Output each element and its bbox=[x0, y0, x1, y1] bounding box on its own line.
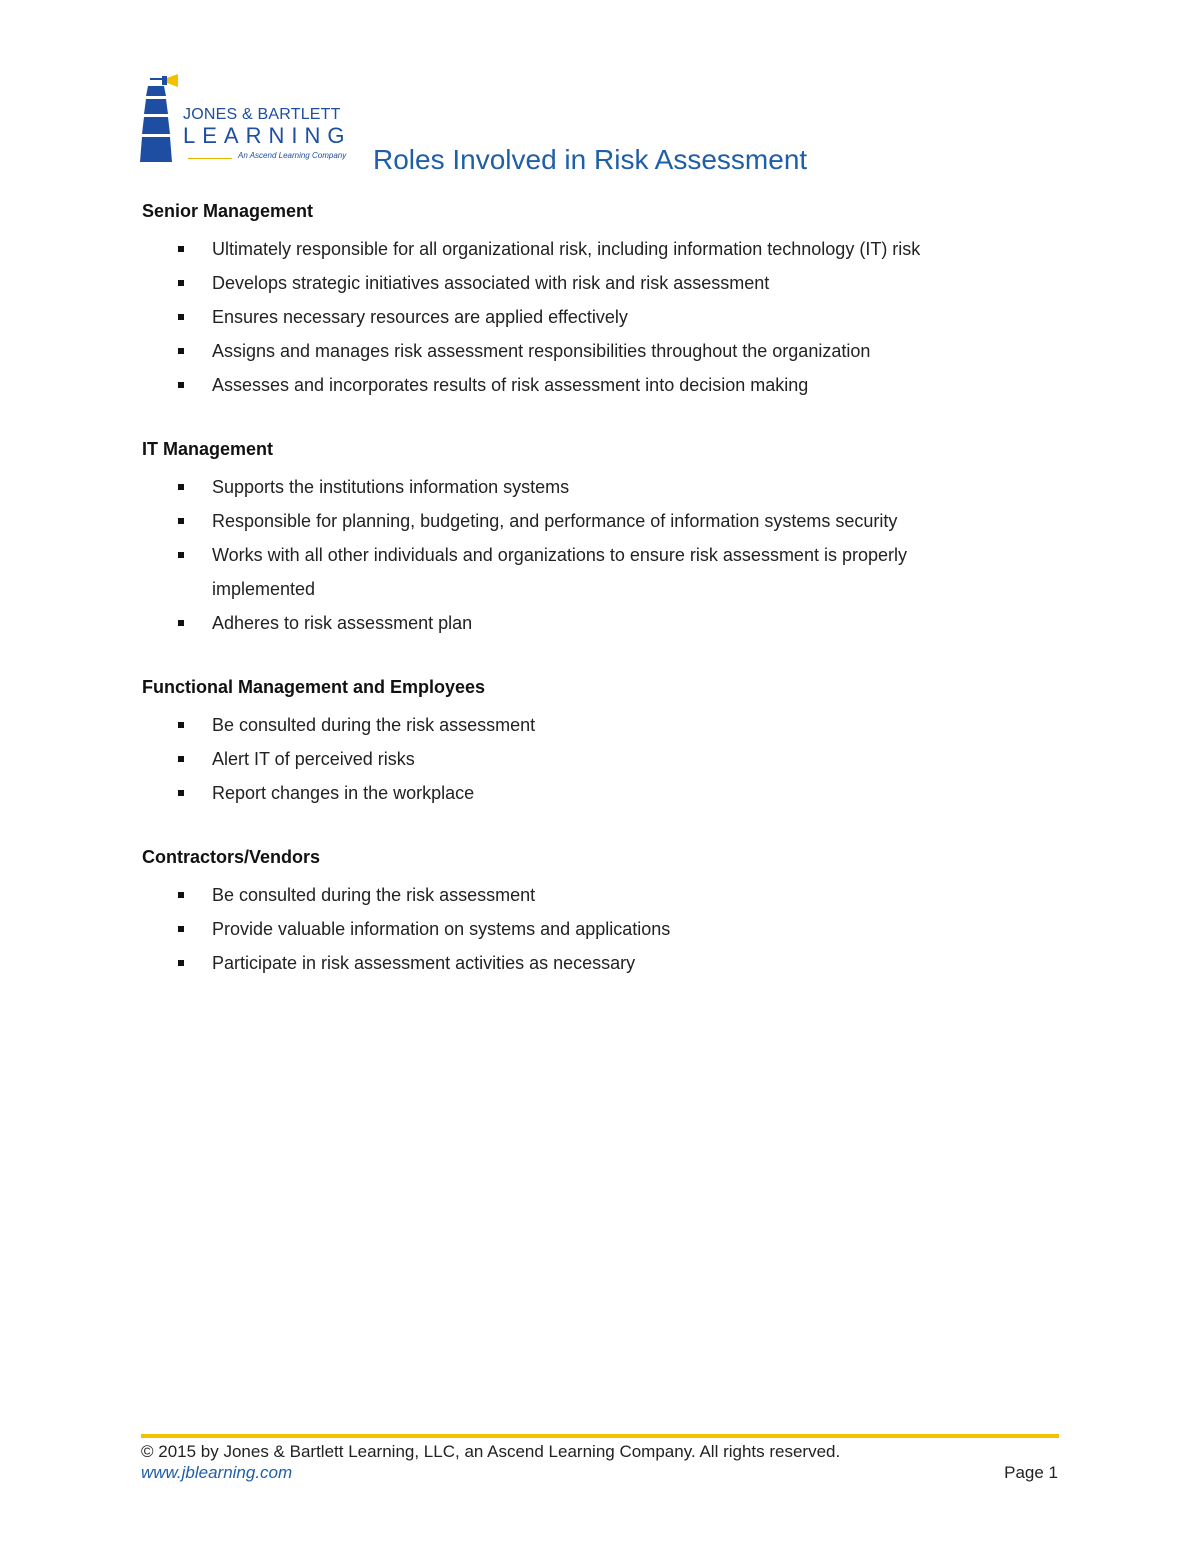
list-item-text: Participate in risk assessment activities as necessary bbox=[212, 953, 636, 973]
bullet-square-icon bbox=[178, 280, 184, 286]
list-item bbox=[142, 300, 1002, 334]
list-item bbox=[142, 708, 1002, 742]
list-item bbox=[142, 504, 1002, 538]
list-item-text: Responsible for planning, budgeting, and performance of information systems security bbox=[212, 511, 898, 531]
section-functional-management bbox=[142, 674, 1002, 810]
bullet-square-icon bbox=[178, 790, 184, 796]
logo-tagline-row bbox=[188, 151, 363, 165]
logo-tagline-rule bbox=[188, 158, 232, 159]
bullet-square-icon bbox=[178, 756, 184, 762]
bullet-list bbox=[142, 470, 1002, 640]
list-item-text: Supports the institutions information systems bbox=[212, 477, 570, 497]
bullet-square-icon bbox=[178, 382, 184, 388]
list-item-text: Develops strategic initiatives associated with risk and risk assessment bbox=[212, 273, 770, 293]
bullet-square-icon bbox=[178, 926, 184, 932]
section-heading: IT Management bbox=[142, 439, 274, 459]
bullet-square-icon bbox=[178, 620, 184, 626]
section-heading: Senior Management bbox=[142, 201, 314, 221]
bullet-square-icon bbox=[178, 518, 184, 524]
list-item bbox=[142, 606, 1002, 640]
bullet-square-icon bbox=[178, 246, 184, 252]
list-item bbox=[142, 912, 1002, 946]
logo-line2: LEARNING bbox=[183, 123, 352, 148]
bullet-square-icon bbox=[178, 960, 184, 966]
logo-line1: JONES & BARTLETT bbox=[183, 106, 341, 123]
page-title: Roles Involved in Risk Assessment bbox=[373, 144, 808, 175]
document-body bbox=[142, 198, 1002, 1014]
bullet-list bbox=[142, 232, 1002, 402]
list-item bbox=[142, 266, 1002, 300]
jones-bartlett-logo bbox=[140, 72, 355, 168]
list-item bbox=[142, 470, 1002, 504]
logo-tagline: An Ascend Learning Company bbox=[238, 151, 347, 160]
list-item-text: Adheres to risk assessment plan bbox=[212, 613, 473, 633]
bullet-square-icon bbox=[178, 348, 184, 354]
list-item-text: Be consulted during the risk assessment bbox=[212, 715, 536, 735]
bullet-list bbox=[142, 708, 1002, 810]
list-item bbox=[142, 776, 1002, 810]
bullet-square-icon bbox=[178, 484, 184, 490]
footer-page-number: Page 1 bbox=[1004, 1463, 1058, 1482]
list-item bbox=[142, 334, 1002, 368]
list-item-text: Provide valuable information on systems and applications bbox=[212, 919, 671, 939]
list-item-text: Assigns and manages risk assessment responsibilities throughout the organization bbox=[212, 341, 871, 361]
list-item bbox=[142, 538, 1002, 606]
list-item-text: Report changes in the workplace bbox=[212, 783, 475, 803]
logo-wordmark bbox=[183, 106, 352, 160]
list-item-text: Ultimately responsible for all organizational risk, including information technology (IT) risk bbox=[212, 239, 921, 259]
section-heading: Contractors/Vendors bbox=[142, 847, 321, 867]
list-item bbox=[142, 232, 1002, 266]
section-contractors-vendors bbox=[142, 844, 1002, 980]
list-item bbox=[142, 368, 1002, 402]
bullet-square-icon bbox=[178, 892, 184, 898]
list-item bbox=[142, 878, 1002, 912]
bullet-square-icon bbox=[178, 722, 184, 728]
section-it-management bbox=[142, 436, 1002, 640]
list-item-text: Works with all other individuals and organizations to ensure risk assessment is properly implemented bbox=[212, 545, 907, 599]
footer-website-link[interactable]: www.jblearning.com bbox=[141, 1463, 293, 1482]
bullet-square-icon bbox=[178, 314, 184, 320]
list-item-text: Be consulted during the risk assessment bbox=[212, 885, 536, 905]
list-item-text: Assesses and incorporates results of risk assessment into decision making bbox=[212, 375, 809, 395]
footer-copyright: © 2015 by Jones & Bartlett Learning, LLC, an Ascend Learning Company. All rights reserved. bbox=[141, 1442, 841, 1461]
section-heading: Functional Management and Employees bbox=[142, 677, 486, 697]
list-item-text: Alert IT of perceived risks bbox=[212, 749, 415, 769]
section-senior-management bbox=[142, 198, 1002, 402]
list-item bbox=[142, 946, 1002, 980]
bullet-square-icon bbox=[178, 552, 184, 558]
bullet-list bbox=[142, 878, 1002, 980]
footer-rule bbox=[141, 1434, 1059, 1438]
lighthouse-icon bbox=[140, 72, 184, 168]
list-item bbox=[142, 742, 1002, 776]
list-item-text: Ensures necessary resources are applied effectively bbox=[212, 307, 628, 327]
